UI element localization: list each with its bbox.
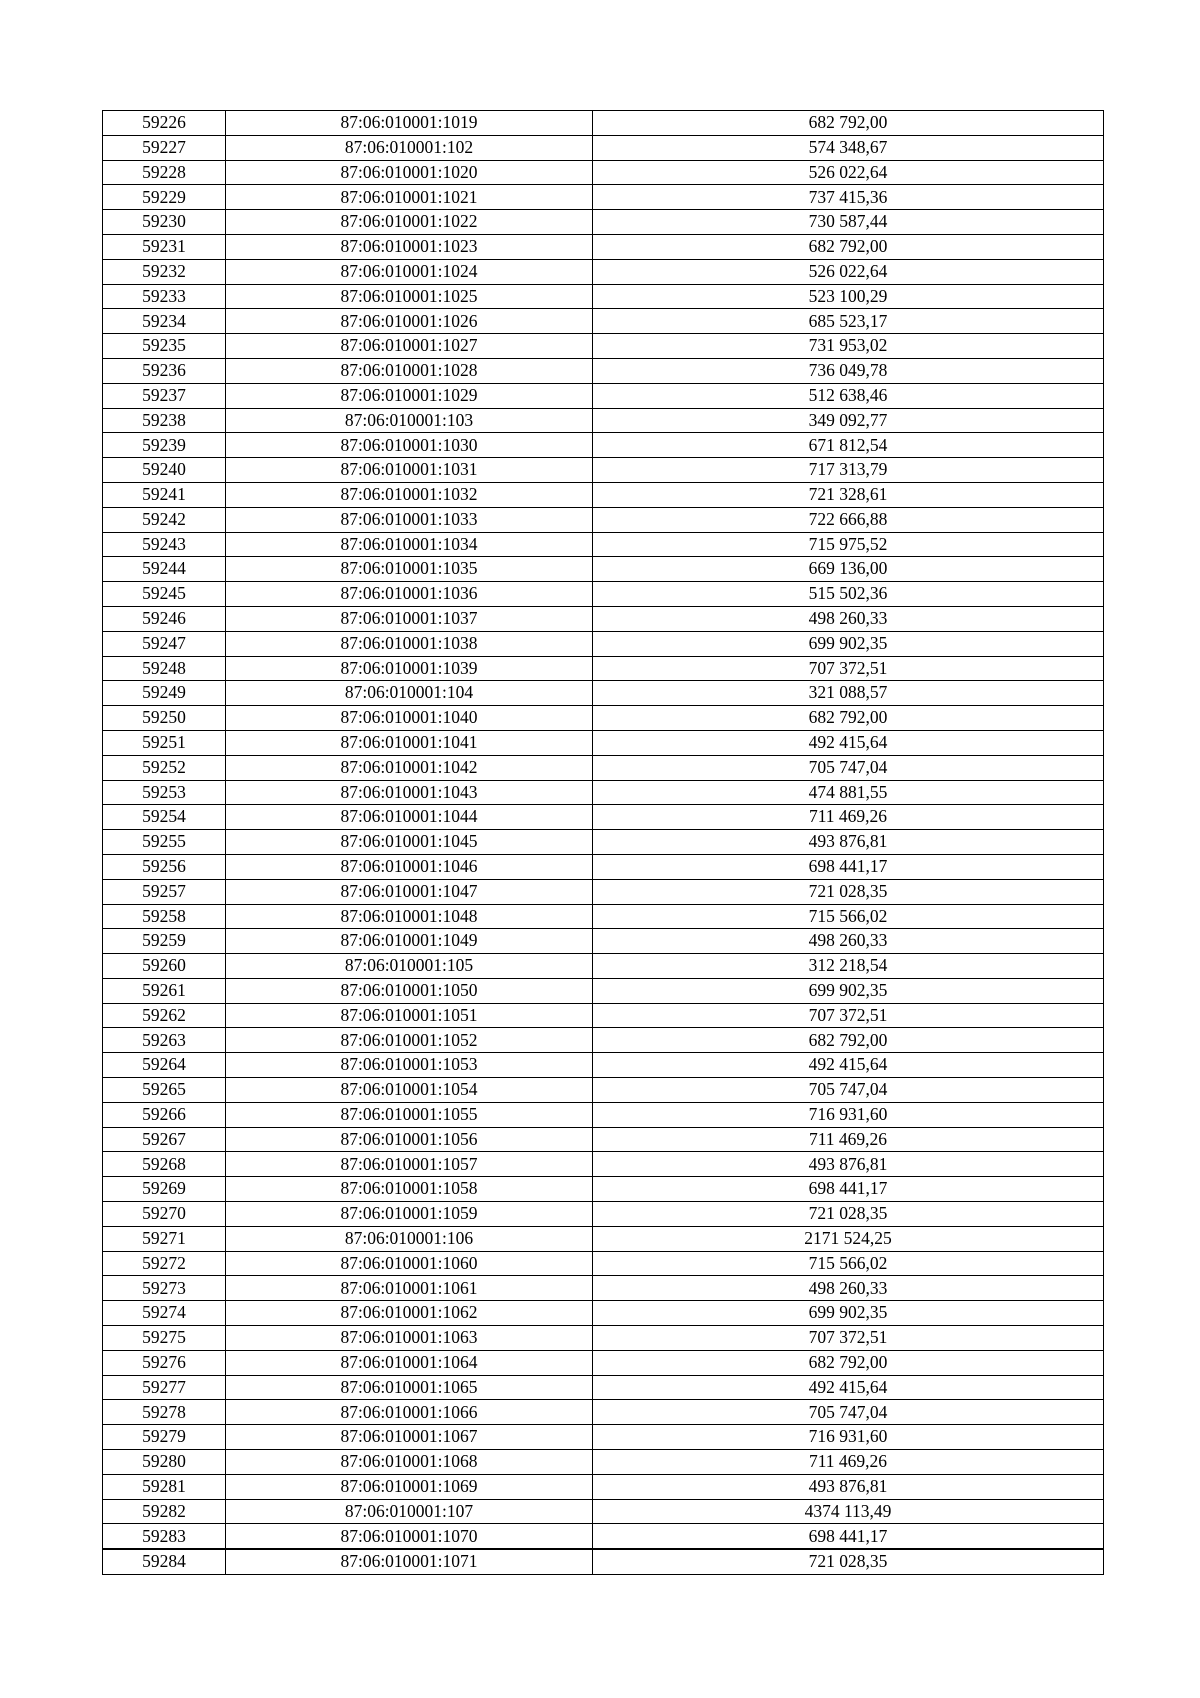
cadastral-value-cell: 705 747,04 xyxy=(593,755,1104,780)
cadastral-number-cell: 87:06:010001:1037 xyxy=(226,606,593,631)
table-row xyxy=(103,1499,1104,1524)
row-number-cell: 59250 xyxy=(103,706,226,731)
table-row xyxy=(103,383,1104,408)
cadastral-number-cell: 87:06:010001:104 xyxy=(226,681,593,706)
cadastral-number-cell: 87:06:010001:1030 xyxy=(226,433,593,458)
cadastral-value-cell: 721 028,35 xyxy=(593,1202,1104,1227)
cadastral-value-cell: 474 881,55 xyxy=(593,780,1104,805)
row-number-cell: 59233 xyxy=(103,284,226,309)
cadastral-number-cell: 87:06:010001:1051 xyxy=(226,1003,593,1028)
cadastral-value-cell: 492 415,64 xyxy=(593,730,1104,755)
table-row xyxy=(103,1251,1104,1276)
cadastral-number-cell: 87:06:010001:1063 xyxy=(226,1326,593,1351)
cadastral-number-cell: 87:06:010001:102 xyxy=(226,135,593,160)
row-number-cell: 59247 xyxy=(103,631,226,656)
cadastral-value-cell: 574 348,67 xyxy=(593,135,1104,160)
cadastral-value-cell: 682 792,00 xyxy=(593,1028,1104,1053)
cadastral-number-cell: 87:06:010001:106 xyxy=(226,1226,593,1251)
cadastral-number-cell: 87:06:010001:1065 xyxy=(226,1375,593,1400)
cadastral-number-cell: 87:06:010001:1026 xyxy=(226,309,593,334)
table-row xyxy=(103,1053,1104,1078)
cadastral-value-cell: 715 566,02 xyxy=(593,1251,1104,1276)
cadastral-number-cell: 87:06:010001:1055 xyxy=(226,1102,593,1127)
cadastral-value-cell: 736 049,78 xyxy=(593,358,1104,383)
row-number-cell: 59230 xyxy=(103,210,226,235)
cadastral-number-cell: 87:06:010001:1048 xyxy=(226,904,593,929)
table-row xyxy=(103,532,1104,557)
cadastral-value-cell: 730 587,44 xyxy=(593,210,1104,235)
cadastral-value-cell: 698 441,17 xyxy=(593,854,1104,879)
cadastral-value-cell: 498 260,33 xyxy=(593,606,1104,631)
cadastral-value-cell: 722 666,88 xyxy=(593,507,1104,532)
row-number-cell: 59259 xyxy=(103,929,226,954)
table-row xyxy=(103,929,1104,954)
cadastral-value-table xyxy=(102,110,1104,1575)
cadastral-value-cell: 515 502,36 xyxy=(593,582,1104,607)
cadastral-value-cell: 716 931,60 xyxy=(593,1425,1104,1450)
cadastral-value-cell: 705 747,04 xyxy=(593,1078,1104,1103)
row-number-cell: 59226 xyxy=(103,111,226,136)
row-number-cell: 59278 xyxy=(103,1400,226,1425)
cadastral-number-cell: 87:06:010001:1031 xyxy=(226,458,593,483)
row-number-cell: 59238 xyxy=(103,408,226,433)
row-number-cell: 59267 xyxy=(103,1127,226,1152)
cadastral-number-cell: 87:06:010001:1067 xyxy=(226,1425,593,1450)
cadastral-number-cell: 87:06:010001:1061 xyxy=(226,1276,593,1301)
row-number-cell: 59248 xyxy=(103,656,226,681)
cadastral-number-cell: 87:06:010001:1070 xyxy=(226,1524,593,1549)
table-row xyxy=(103,210,1104,235)
table-row xyxy=(103,358,1104,383)
cadastral-number-cell: 87:06:010001:1023 xyxy=(226,234,593,259)
table-row xyxy=(103,1524,1104,1549)
row-number-cell: 59281 xyxy=(103,1474,226,1499)
row-number-cell: 59254 xyxy=(103,805,226,830)
cadastral-value-cell: 671 812,54 xyxy=(593,433,1104,458)
table-row xyxy=(103,234,1104,259)
cadastral-value-cell: 492 415,64 xyxy=(593,1375,1104,1400)
cadastral-number-cell: 87:06:010001:1047 xyxy=(226,879,593,904)
cadastral-number-cell: 87:06:010001:1056 xyxy=(226,1127,593,1152)
row-number-cell: 59244 xyxy=(103,557,226,582)
row-number-cell: 59255 xyxy=(103,830,226,855)
row-number-cell: 59236 xyxy=(103,358,226,383)
cadastral-value-cell: 721 028,35 xyxy=(593,879,1104,904)
cadastral-number-cell: 87:06:010001:1050 xyxy=(226,978,593,1003)
cadastral-value-cell: 4374 113,49 xyxy=(593,1499,1104,1524)
cadastral-number-cell: 87:06:010001:1046 xyxy=(226,854,593,879)
row-number-cell: 59275 xyxy=(103,1326,226,1351)
cadastral-number-cell: 87:06:010001:1045 xyxy=(226,830,593,855)
cadastral-number-cell: 87:06:010001:1025 xyxy=(226,284,593,309)
cadastral-number-cell: 87:06:010001:1062 xyxy=(226,1301,593,1326)
cadastral-value-cell: 698 441,17 xyxy=(593,1524,1104,1549)
table-row xyxy=(103,1003,1104,1028)
cadastral-number-cell: 87:06:010001:1043 xyxy=(226,780,593,805)
table-row xyxy=(103,1226,1104,1251)
cadastral-number-cell: 87:06:010001:1057 xyxy=(226,1152,593,1177)
cadastral-value-cell: 705 747,04 xyxy=(593,1400,1104,1425)
table-row xyxy=(103,1276,1104,1301)
row-number-cell: 59282 xyxy=(103,1499,226,1524)
cadastral-value-cell: 498 260,33 xyxy=(593,1276,1104,1301)
row-number-cell: 59268 xyxy=(103,1152,226,1177)
cadastral-number-cell: 87:06:010001:103 xyxy=(226,408,593,433)
cadastral-number-cell: 87:06:010001:1032 xyxy=(226,482,593,507)
table-row xyxy=(103,1474,1104,1499)
table-row xyxy=(103,706,1104,731)
cadastral-value-cell: 526 022,64 xyxy=(593,160,1104,185)
table-row xyxy=(103,582,1104,607)
table-row xyxy=(103,1102,1104,1127)
cadastral-number-cell: 87:06:010001:1036 xyxy=(226,582,593,607)
cadastral-number-cell: 87:06:010001:1028 xyxy=(226,358,593,383)
table-row xyxy=(103,904,1104,929)
cadastral-number-cell: 87:06:010001:1024 xyxy=(226,259,593,284)
row-number-cell: 59276 xyxy=(103,1350,226,1375)
cadastral-value-cell: 721 028,35 xyxy=(593,1549,1104,1574)
row-number-cell: 59266 xyxy=(103,1102,226,1127)
cadastral-value-cell: 526 022,64 xyxy=(593,259,1104,284)
table-row xyxy=(103,854,1104,879)
table-row xyxy=(103,482,1104,507)
cadastral-value-cell: 682 792,00 xyxy=(593,111,1104,136)
row-number-cell: 59240 xyxy=(103,458,226,483)
table-row xyxy=(103,284,1104,309)
cadastral-value-cell: 523 100,29 xyxy=(593,284,1104,309)
cadastral-number-cell: 87:06:010001:1042 xyxy=(226,755,593,780)
cadastral-number-cell: 87:06:010001:1040 xyxy=(226,706,593,731)
cadastral-value-cell: 731 953,02 xyxy=(593,334,1104,359)
cadastral-number-cell: 87:06:010001:1044 xyxy=(226,805,593,830)
row-number-cell: 59245 xyxy=(103,582,226,607)
cadastral-value-cell: 512 638,46 xyxy=(593,383,1104,408)
row-number-cell: 59265 xyxy=(103,1078,226,1103)
cadastral-value-cell: 682 792,00 xyxy=(593,234,1104,259)
cadastral-number-cell: 87:06:010001:1049 xyxy=(226,929,593,954)
table-row xyxy=(103,730,1104,755)
row-number-cell: 59232 xyxy=(103,259,226,284)
table-row xyxy=(103,1375,1104,1400)
row-number-cell: 59242 xyxy=(103,507,226,532)
row-number-cell: 59229 xyxy=(103,185,226,210)
cadastral-number-cell: 87:06:010001:1064 xyxy=(226,1350,593,1375)
row-number-cell: 59241 xyxy=(103,482,226,507)
row-number-cell: 59253 xyxy=(103,780,226,805)
table-row xyxy=(103,1152,1104,1177)
cadastral-value-cell: 717 313,79 xyxy=(593,458,1104,483)
cadastral-number-cell: 87:06:010001:1066 xyxy=(226,1400,593,1425)
table-row xyxy=(103,1350,1104,1375)
cadastral-value-cell: 711 469,26 xyxy=(593,1127,1104,1152)
cadastral-value-cell: 715 975,52 xyxy=(593,532,1104,557)
table-row xyxy=(103,309,1104,334)
cadastral-value-cell: 493 876,81 xyxy=(593,1152,1104,1177)
cadastral-value-cell: 349 092,77 xyxy=(593,408,1104,433)
table-row xyxy=(103,830,1104,855)
table-row xyxy=(103,1301,1104,1326)
table-row xyxy=(103,1127,1104,1152)
cadastral-number-cell: 87:06:010001:1034 xyxy=(226,532,593,557)
cadastral-value-cell: 721 328,61 xyxy=(593,482,1104,507)
table-row xyxy=(103,185,1104,210)
cadastral-value-cell: 493 876,81 xyxy=(593,1474,1104,1499)
table-row xyxy=(103,1549,1104,1574)
row-number-cell: 59271 xyxy=(103,1226,226,1251)
row-number-cell: 59272 xyxy=(103,1251,226,1276)
table-row xyxy=(103,111,1104,136)
table-row xyxy=(103,631,1104,656)
cadastral-value-cell: 707 372,51 xyxy=(593,1326,1104,1351)
cadastral-number-cell: 87:06:010001:1027 xyxy=(226,334,593,359)
row-number-cell: 59258 xyxy=(103,904,226,929)
cadastral-number-cell: 87:06:010001:1019 xyxy=(226,111,593,136)
cadastral-number-cell: 87:06:010001:1022 xyxy=(226,210,593,235)
cadastral-number-cell: 87:06:010001:1033 xyxy=(226,507,593,532)
cadastral-number-cell: 87:06:010001:1052 xyxy=(226,1028,593,1053)
row-number-cell: 59264 xyxy=(103,1053,226,1078)
table-row xyxy=(103,978,1104,1003)
table-row xyxy=(103,259,1104,284)
row-number-cell: 59256 xyxy=(103,854,226,879)
row-number-cell: 59283 xyxy=(103,1524,226,1549)
cadastral-number-cell: 87:06:010001:1039 xyxy=(226,656,593,681)
cadastral-number-cell: 87:06:010001:1035 xyxy=(226,557,593,582)
cadastral-number-cell: 87:06:010001:1021 xyxy=(226,185,593,210)
cadastral-value-cell: 716 931,60 xyxy=(593,1102,1104,1127)
row-number-cell: 59227 xyxy=(103,135,226,160)
cadastral-number-cell: 87:06:010001:1060 xyxy=(226,1251,593,1276)
table-row xyxy=(103,656,1104,681)
row-number-cell: 59251 xyxy=(103,730,226,755)
table-row xyxy=(103,1177,1104,1202)
cadastral-value-cell: 321 088,57 xyxy=(593,681,1104,706)
cadastral-value-cell: 682 792,00 xyxy=(593,706,1104,731)
cadastral-value-cell: 492 415,64 xyxy=(593,1053,1104,1078)
cadastral-number-cell: 87:06:010001:1054 xyxy=(226,1078,593,1103)
row-number-cell: 59263 xyxy=(103,1028,226,1053)
table-row xyxy=(103,780,1104,805)
table-row xyxy=(103,879,1104,904)
row-number-cell: 59269 xyxy=(103,1177,226,1202)
table-row xyxy=(103,954,1104,979)
cadastral-number-cell: 87:06:010001:105 xyxy=(226,954,593,979)
table-row xyxy=(103,408,1104,433)
cadastral-value-cell: 699 902,35 xyxy=(593,1301,1104,1326)
table-row xyxy=(103,1326,1104,1351)
cadastral-value-cell: 715 566,02 xyxy=(593,904,1104,929)
row-number-cell: 59234 xyxy=(103,309,226,334)
table-row xyxy=(103,1450,1104,1475)
row-number-cell: 59237 xyxy=(103,383,226,408)
cadastral-number-cell: 87:06:010001:1068 xyxy=(226,1450,593,1475)
row-number-cell: 59279 xyxy=(103,1425,226,1450)
cadastral-number-cell: 87:06:010001:1053 xyxy=(226,1053,593,1078)
table-row xyxy=(103,334,1104,359)
table-row xyxy=(103,160,1104,185)
cadastral-number-cell: 87:06:010001:1029 xyxy=(226,383,593,408)
table-row xyxy=(103,681,1104,706)
cadastral-value-cell: 698 441,17 xyxy=(593,1177,1104,1202)
cadastral-value-cell: 493 876,81 xyxy=(593,830,1104,855)
cadastral-value-cell: 699 902,35 xyxy=(593,631,1104,656)
table-row xyxy=(103,1400,1104,1425)
table-row xyxy=(103,606,1104,631)
row-number-cell: 59231 xyxy=(103,234,226,259)
cadastral-value-cell: 312 218,54 xyxy=(593,954,1104,979)
row-number-cell: 59249 xyxy=(103,681,226,706)
table-row xyxy=(103,507,1104,532)
cadastral-number-cell: 87:06:010001:1069 xyxy=(226,1474,593,1499)
cadastral-number-cell: 87:06:010001:1058 xyxy=(226,1177,593,1202)
table-body xyxy=(103,111,1104,1575)
table-row xyxy=(103,433,1104,458)
row-number-cell: 59273 xyxy=(103,1276,226,1301)
row-number-cell: 59239 xyxy=(103,433,226,458)
cadastral-value-cell: 699 902,35 xyxy=(593,978,1104,1003)
row-number-cell: 59246 xyxy=(103,606,226,631)
row-number-cell: 59252 xyxy=(103,755,226,780)
cadastral-number-cell: 87:06:010001:1038 xyxy=(226,631,593,656)
table-row xyxy=(103,1202,1104,1227)
table-row xyxy=(103,458,1104,483)
table-row xyxy=(103,1425,1104,1450)
row-number-cell: 59243 xyxy=(103,532,226,557)
row-number-cell: 59228 xyxy=(103,160,226,185)
row-number-cell: 59270 xyxy=(103,1202,226,1227)
table-row xyxy=(103,755,1104,780)
cadastral-value-cell: 737 415,36 xyxy=(593,185,1104,210)
row-number-cell: 59262 xyxy=(103,1003,226,1028)
table-row xyxy=(103,1078,1104,1103)
row-number-cell: 59235 xyxy=(103,334,226,359)
cadastral-value-cell: 2171 524,25 xyxy=(593,1226,1104,1251)
cadastral-number-cell: 87:06:010001:1020 xyxy=(226,160,593,185)
table-row xyxy=(103,1028,1104,1053)
table-row xyxy=(103,135,1104,160)
row-number-cell: 59260 xyxy=(103,954,226,979)
cadastral-number-cell: 87:06:010001:1041 xyxy=(226,730,593,755)
cadastral-value-cell: 711 469,26 xyxy=(593,805,1104,830)
cadastral-value-cell: 498 260,33 xyxy=(593,929,1104,954)
cadastral-value-cell: 707 372,51 xyxy=(593,1003,1104,1028)
table-row xyxy=(103,805,1104,830)
row-number-cell: 59257 xyxy=(103,879,226,904)
cadastral-number-cell: 87:06:010001:1059 xyxy=(226,1202,593,1227)
cadastral-value-cell: 669 136,00 xyxy=(593,557,1104,582)
cadastral-number-cell: 87:06:010001:1071 xyxy=(226,1549,593,1574)
row-number-cell: 59261 xyxy=(103,978,226,1003)
row-number-cell: 59280 xyxy=(103,1450,226,1475)
row-number-cell: 59284 xyxy=(103,1549,226,1574)
row-number-cell: 59277 xyxy=(103,1375,226,1400)
cadastral-value-cell: 682 792,00 xyxy=(593,1350,1104,1375)
table-row xyxy=(103,557,1104,582)
row-number-cell: 59274 xyxy=(103,1301,226,1326)
cadastral-value-cell: 711 469,26 xyxy=(593,1450,1104,1475)
cadastral-value-cell: 707 372,51 xyxy=(593,656,1104,681)
cadastral-value-cell: 685 523,17 xyxy=(593,309,1104,334)
cadastral-number-cell: 87:06:010001:107 xyxy=(226,1499,593,1524)
